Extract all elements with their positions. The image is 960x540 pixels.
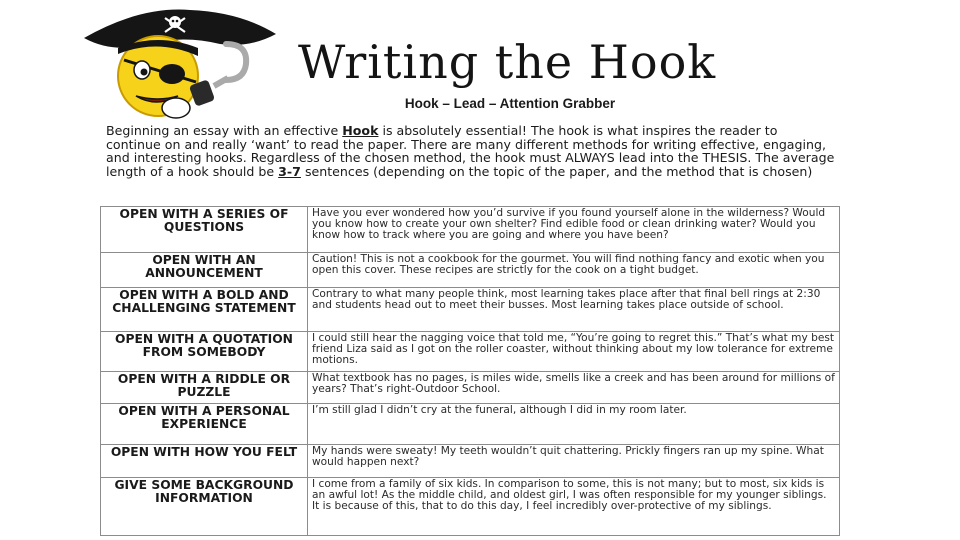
table-row xyxy=(101,207,840,253)
example-cell: I’m still glad I didn’t cry at the funeral, although I did in my room later. xyxy=(308,404,840,445)
intro-text: Beginning an essay with an effective xyxy=(106,123,343,138)
intro-text: is absolutely essential! The hook is what inspires the reader to continue on and really ‘want’ to read the paper. There are many different methods for writing effective, engaging, and interesting hooks. Regardless of the chosen method, the hook must ALWAYS lead into the THESIS. The average length of a hook should be xyxy=(106,123,835,179)
method-cell: OPEN WITH A RIDDLE OR PUZZLE xyxy=(101,372,308,404)
method-cell: OPEN WITH A SERIES OF QUESTIONS xyxy=(101,207,308,253)
page-subtitle: Hook – Lead – Attention Grabber xyxy=(404,96,616,111)
example-cell: I could still hear the nagging voice that told me, “You’re going to regret this.” That’s what my best friend Liza said as I got on the roller coaster, without thinking about my low tolerance for extreme motions. xyxy=(308,332,840,372)
table-row xyxy=(101,253,840,288)
method-cell: OPEN WITH A BOLD AND CHALLENGING STATEMENT xyxy=(101,288,308,332)
example-cell: I come from a family of six kids. In comparison to some, this is not many; but to most, six kids is an awful lot! As the middle child, and oldest girl, I was often responsible for my younger siblings. It is because of this, that to do this day, I feel incredibly over-protective of my siblings. xyxy=(308,478,840,536)
method-cell: OPEN WITH AN ANNOUNCEMENT xyxy=(101,253,308,288)
hook-length: 3-7 xyxy=(278,163,301,179)
example-cell: What textbook has no pages, is miles wide, smells like a creek and has been around for millions of years? That’s right-Outdoor School. xyxy=(308,372,840,404)
example-cell: Have you ever wondered how you’d survive if you found yourself alone in the wilderness? Would you know how to create your own shelter? Find edible food or clean drinking water? Would you know how to track where you are going and where you have been? xyxy=(308,207,840,253)
example-cell: My hands were sweaty! My teeth wouldn’t quit chattering. Prickly fingers ran up my spine. What would happen next? xyxy=(308,445,840,478)
table-row xyxy=(101,332,840,372)
method-cell: OPEN WITH HOW YOU FELT xyxy=(101,445,308,478)
table-row xyxy=(101,288,840,332)
intro-text: sentences (depending on the topic of the paper, and the method that is chosen) xyxy=(300,163,813,179)
table-row xyxy=(101,478,840,536)
hook-methods-table xyxy=(100,206,840,536)
table-row xyxy=(101,404,840,445)
page-title: Writing the Hook xyxy=(298,35,717,89)
example-cell: Contrary to what many people think, most learning takes place after that final bell rings at 2:30 and students head out to meet their busses. Most learning takes place outside of school. xyxy=(308,288,840,332)
example-cell: Caution! This is not a cookbook for the gourmet. You will find nothing fancy and exotic when you open this cover. These recipes are strictly for the cook on a tight budget. xyxy=(308,253,840,288)
intro-paragraph xyxy=(106,124,836,178)
pirate-smiley-icon xyxy=(80,4,280,122)
table-row xyxy=(101,445,840,478)
table-row xyxy=(101,372,840,404)
method-cell: GIVE SOME BACKGROUND INFORMATION xyxy=(101,478,308,536)
method-cell: OPEN WITH A QUOTATION FROM SOMEBODY xyxy=(101,332,308,372)
hook-keyword: Hook xyxy=(342,123,379,138)
method-cell: OPEN WITH A PERSONAL EXPERIENCE xyxy=(101,404,308,445)
